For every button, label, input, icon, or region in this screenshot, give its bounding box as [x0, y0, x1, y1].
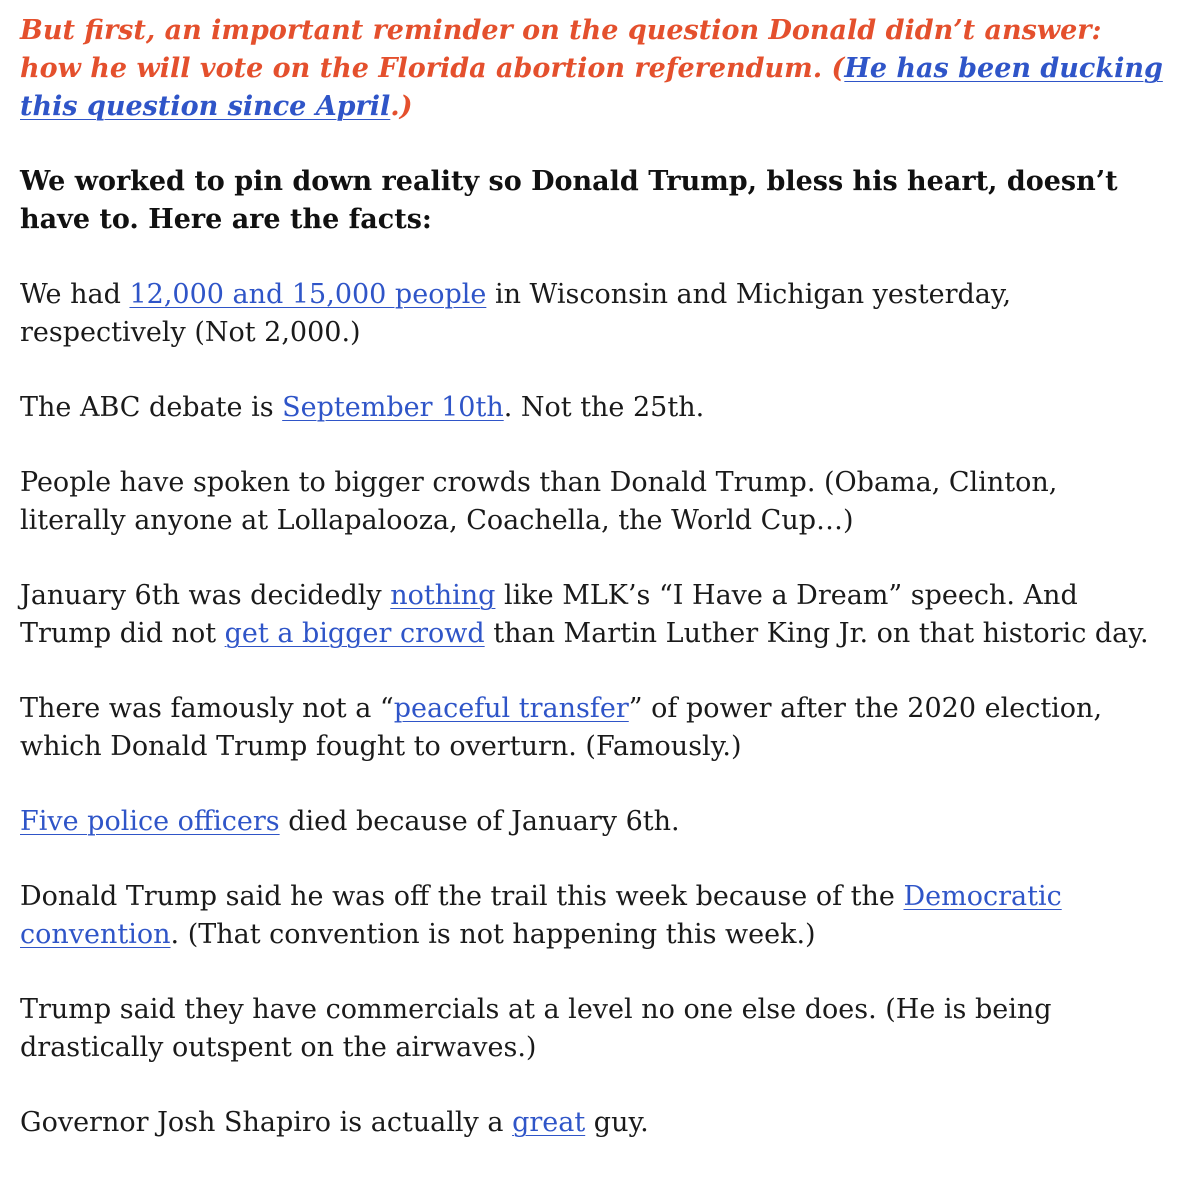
lead-text: But first, an important reminder on the question Donald didn’t answer: how he will vote on the Florida abortion referendum. ( — [20, 15, 1102, 84]
fact-text: guy. — [585, 1107, 649, 1138]
article-body — [20, 12, 1170, 1179]
fact-text: like MLK’s “I Have a Dream” speech. And Trump did not — [20, 580, 1078, 649]
fact-crowd-size — [20, 276, 1170, 352]
fact-text: Donald Trump said he was off the trail this week because of the — [20, 881, 904, 912]
fact-text: died because of January 6th. — [279, 806, 680, 837]
fact-police-officers — [20, 803, 1170, 841]
fact-convention — [20, 878, 1170, 954]
fact-text: ” of power after the 2020 election, which Donald Trump fought to overturn. (Famously.) — [20, 693, 1103, 762]
intro-paragraph: We worked to pin down reality so Donald Trump, bless his heart, doesn’t have to. Here are the facts: — [20, 166, 1118, 235]
fact-peaceful-transfer — [20, 690, 1170, 766]
crowd-numbers-link[interactable]: 12,000 and 15,000 people — [129, 279, 487, 310]
democratic-convention-link[interactable]: Democratic convention — [20, 881, 1062, 950]
fact-commercials: Trump said they have commercials at a level no one else does. (He is being drastically outspent on the airwaves.) — [20, 994, 1052, 1063]
fact-text: . (That convention is not happening this week.) — [170, 919, 816, 950]
peaceful-transfer-link[interactable]: peaceful transfer — [393, 693, 629, 724]
fact-shapiro — [20, 1104, 1170, 1142]
fact-january-6th-mlk — [20, 577, 1170, 653]
lead-text-end: .) — [390, 91, 413, 122]
fact-bigger-crowds: People have spoken to bigger crowds than Donald Trump. (Obama, Clinton, literally anyone at Lollapalooza, Coachella, the World Cup…) — [20, 467, 1058, 536]
debate-date-link[interactable]: September 10th — [282, 392, 504, 423]
police-officers-link[interactable]: Five police officers — [20, 806, 280, 837]
nothing-link[interactable]: nothing — [390, 580, 496, 611]
great-link[interactable]: great — [512, 1107, 586, 1138]
fact-text: in Wisconsin and Michigan yesterday, respectively (Not 2,000.) — [20, 279, 1012, 348]
fact-text: We had — [20, 279, 130, 310]
fact-text: Governor Josh Shapiro is actually a — [20, 1107, 513, 1138]
fact-text: There was famously not a “ — [20, 693, 394, 724]
fact-text: January 6th was decidedly — [20, 580, 391, 611]
fact-text: than Martin Luther King Jr. on that historic day. — [484, 618, 1149, 649]
fact-text: . Not the 25th. — [503, 392, 705, 423]
lead-paragraph — [20, 12, 1170, 126]
ducking-question-link[interactable]: He has been ducking this question since April — [20, 53, 1163, 122]
fact-debate-date — [20, 389, 1170, 427]
fact-text: The ABC debate is — [20, 392, 283, 423]
bigger-crowd-link[interactable]: get a bigger crowd — [224, 618, 485, 649]
